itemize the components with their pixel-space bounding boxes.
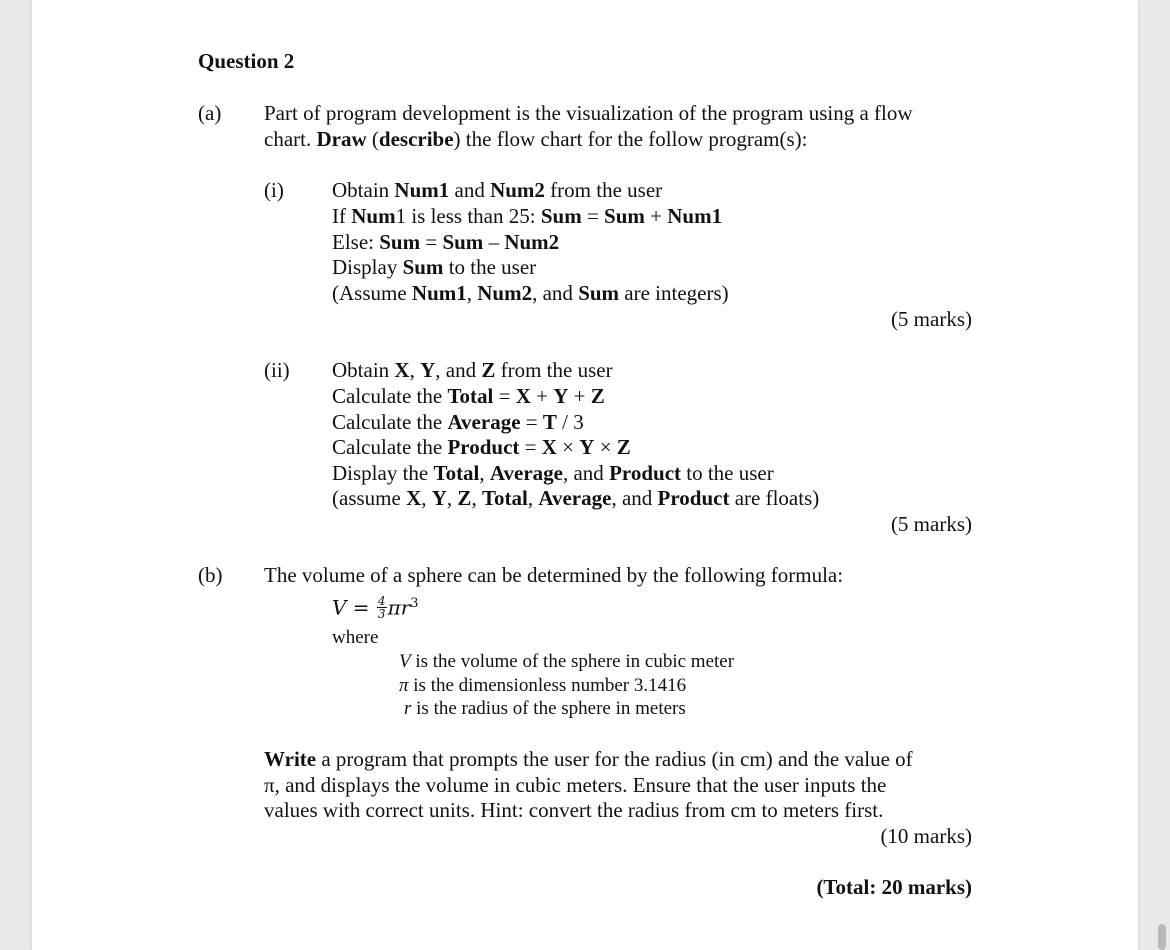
part-b-label: (b) [198,563,223,587]
sub-i-line2: If Num1 is less than 25: Sum = Sum + Num1 [332,204,723,228]
definition-r: r is the radius of the sphere in meters [404,698,686,719]
sub-ii-line4: Calculate the Product = X × Y × Z [332,435,631,459]
sub-i-label: (i) [264,178,284,202]
task-line1: Write a program that prompts the user for the radius (in cm) and the value of [264,747,913,771]
sub-ii-marks: (5 marks) [890,512,972,536]
where-label: where [332,627,379,648]
part-a-intro-line2: chart. Draw (describe) the flow chart for the follow program(s): [264,127,808,151]
sub-ii-line1: Obtain X, Y, and Z from the user [332,358,613,382]
total-marks: (Total: 20 marks) [816,875,972,899]
sub-ii-line5: Display the Total, Average, and Product to the user [332,461,774,485]
sub-ii-label: (ii) [264,358,290,382]
task-line2: π, and displays the volume in cubic meters. Ensure that the user inputs the [264,773,887,797]
sub-i-line3: Else: Sum = Sum – Num2 [332,230,560,254]
part-a-intro-line1: Part of program development is the visualization of the program using a flow [264,101,913,125]
sub-i-line1: Obtain Num1 and Num2 from the user [332,178,663,202]
definition-pi: π is the dimensionless number 3.1416 [399,675,687,696]
sub-ii-line3: Calculate the Average = T / 3 [332,410,584,434]
part-b-marks: (10 marks) [880,824,972,848]
task-line3: values with correct units. Hint: convert the radius from cm to meters first. [264,798,884,822]
scrollbar-thumb[interactable] [1158,924,1166,950]
definition-v: V is the volume of the sphere in cubic meter [399,651,735,672]
fraction-four-thirds: $\frac{4}{3}$ [377,593,386,621]
volume-formula: V = $\frac{4}{3}$ $\pi r^3$ [332,593,419,621]
question-title: Question 2 [198,49,295,73]
sub-i-marks: (5 marks) [890,307,972,331]
sub-ii-line2: Calculate the Total = X + Y + Z [332,384,605,408]
part-b-intro: The volume of a sphere can be determined by the following formula: [264,563,844,587]
sub-ii-line6: (assume X, Y, Z, Total, Average, and Product are floats) [332,486,820,510]
sub-i-line5: (Assume Num1, Num2, and Sum are integers) [332,281,729,305]
document-page [32,0,1138,950]
sub-i-line4: Display Sum to the user [332,255,537,279]
part-a-label: (a) [198,101,222,125]
